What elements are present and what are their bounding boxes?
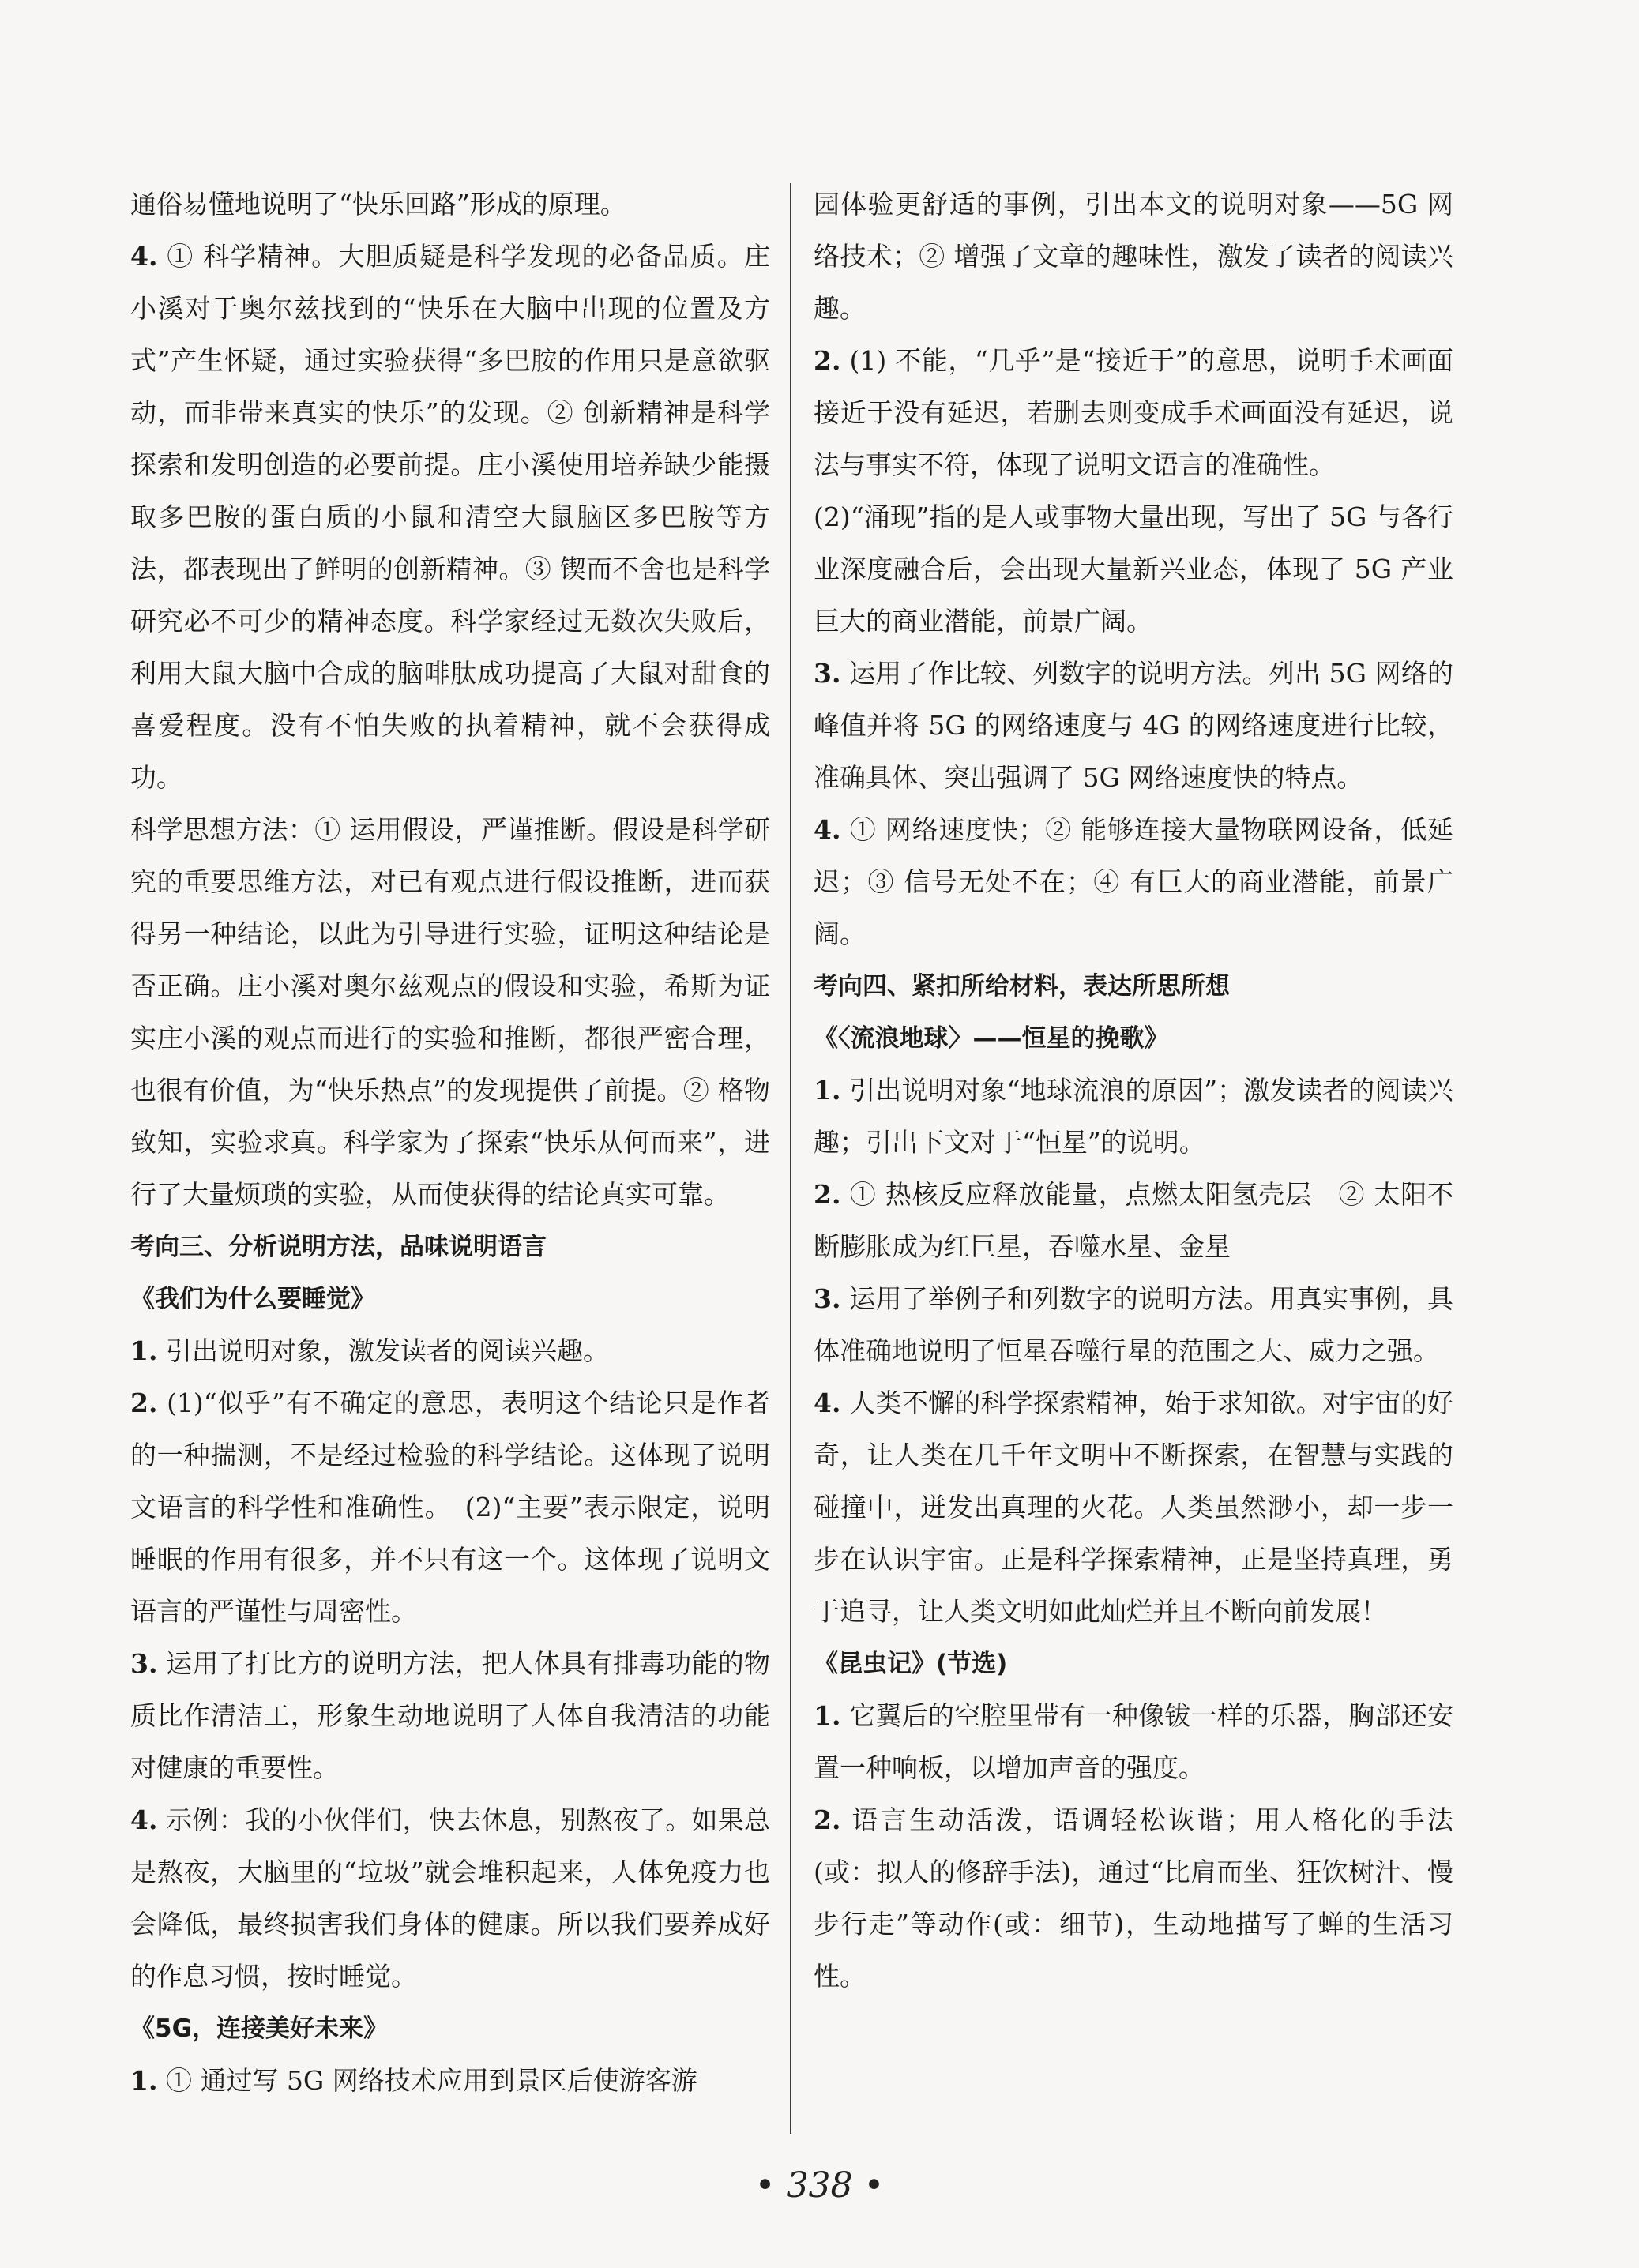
answer-paragraph [814,1273,1453,1377]
paragraph-text: 《我们为什么要睡觉》 [130,1285,375,1313]
answer-paragraph [814,648,1453,804]
paragraph-text: ① 科学精神。大胆质疑是科学发现的必备品质。庄小溪对于奥尔兹找到的“快乐在大脑中出现的位置及方式”产生怀疑，通过实验获得“多巴胺的作用只是意欲驱动，而非带来真实的快乐”的发现。② 创新精神是科学探索和发明创造的必要前提。庄小溪使用培养缺少能摄取多巴胺的蛋白质的小鼠和清空大鼠脑区多巴胺等方法，都表现出了鲜明的创新精神。③ 锲而不舍也是科学研究必不可少的精神态度。科学家经过无数次失败后，利用大鼠大脑中合成的脑啡肽成功提高了大鼠对甜食的喜爱程度。没有不怕失败的执着精神，就不会获得成功。 [130,241,770,793]
paragraph-text: 科学思想方法：① 运用假设，严谨推断。假设是科学研究的重要思维方法，对已有观点进行假设推断，进而获得另一种结论，以此为引导进行实验，证明这种结论是否正确。庄小溪对奥尔兹观点的假设和实验，希斯为证实庄小溪的观点而进行的实验和推断，都很严密合理，也很有价值，为“快乐热点”的发现提供了前提。② 格物致知，实验求真。科学家为了探索“快乐从何而来”，进行了大量烦琐的实验，从而使获得的结论真实可靠。 [130,814,770,1210]
article-title [814,1638,1453,1690]
answer-paragraph [130,1325,770,1377]
item-number: 1. [814,1075,841,1106]
paragraph-text: 运用了举例子和列数字的说明方法。用真实事例，具体准确地说明了恒星吞噬行星的范围之大、威力之强。 [814,1283,1454,1366]
answer-paragraph [130,178,770,231]
paragraph-text: ① 网络速度快；② 能够连接大量物联网设备，低延迟；③ 信号无处不在；④ 有巨大的商业潜能，前景广阔。 [814,814,1453,949]
item-number: 2. [814,1179,841,1210]
item-number: 3. [814,658,841,689]
article-title [130,1273,770,1325]
answer-paragraph [814,335,1453,491]
paragraph-text: 运用了打比方的说明方法，把人体具有排毒功能的物质比作清洁工，形象生动地说明了人体自我清洁的功能对健康的重要性。 [130,1648,771,1783]
paragraph-text: ① 通过写 5G 网络技术应用到景区后使游客游 [165,2065,697,2096]
paragraph-text: 园体验更舒适的事例，引出本文的说明对象——5G 网络技术；② 增强了文章的趣味性，激发了读者的阅读兴趣。 [814,189,1453,324]
answer-paragraph [814,1377,1453,1638]
item-number: 2. [130,1387,158,1418]
section-heading [814,960,1453,1012]
paragraph-text: ① 热核反应释放能量，点燃太阳氢壳层 ② 太阳不断膨胀成为红巨星，吞噬水星、金星 [814,1179,1453,1262]
item-number: 3. [130,1648,158,1679]
paragraph-text: 示例：我的小伙伴们，快去休息，别熬夜了。如果总是熬夜，大脑里的“垃圾”就会堆积起来，人体免疫力也会降低，最终损害我们身体的健康。所以我们要养成好的作息习惯，按时睡觉。 [130,1804,771,1992]
left-column [130,178,770,2107]
answer-paragraph [814,1690,1453,1794]
answer-paragraph [814,178,1453,335]
paragraph-text: (1)“似乎”有不确定的意思，表明这个结论只是作者的一种揣测，不是经过检验的科学结论。这体现了说明文语言的科学性和准确性。 (2)“主要”表示限定，说明睡眠的作用有很多，并不只有这一个。这体现了说明文语言的严谨性与周密性。 [130,1387,770,1627]
article-title [130,2003,770,2055]
column-divider [790,183,791,2134]
paragraph-text: 考向四、紧扣所给材料，表达所思所想 [814,972,1230,1001]
item-number: 2. [814,345,841,376]
answer-paragraph [814,1065,1453,1169]
paragraph-text: 语言生动活泼，语调轻松诙谐；用人格化的手法(或：拟人的修辞手法)，通过“比肩而坐、狂饮树汁、慢步行走”等动作(或：细节)，生动地描写了蝉的生活习性。 [814,1804,1453,1992]
right-column [814,178,1453,2003]
item-number: 1. [814,1700,841,1731]
paragraph-text: 考向三、分析说明方法，品味说明语言 [130,1233,547,1261]
answer-paragraph [814,1169,1453,1273]
item-number: 4. [130,241,158,272]
item-number: 2. [814,1804,841,1835]
item-number: 3. [814,1283,841,1314]
paragraph-text: 它翼后的空腔里带有一种像钹一样的乐器，胸部还安置一种响板，以增加声音的强度。 [814,1700,1454,1783]
answer-paragraph [814,1794,1453,2003]
item-number: 1. [130,2065,158,2096]
paragraph-text: 引出说明对象，激发读者的阅读兴趣。 [165,1335,609,1366]
paragraph-text: 《昆虫记》(节选) [814,1650,1008,1678]
answer-paragraph [130,804,770,1221]
paragraph-text: 运用了作比较、列数字的说明方法。列出 5G 网络的峰值并将 5G 的网络速度与 4G 的网络速度进行比较，准确具体、突出强调了 5G 网络速度快的特点。 [814,658,1453,793]
paragraph-text: (2)“涌现”指的是人或事物大量出现，写出了 5G 与各行业深度融合后，会出现大量新兴业态，体现了 5G 产业巨大的商业潜能，前景广阔。 [814,501,1453,636]
article-title [814,1012,1453,1065]
answer-paragraph [130,1638,770,1794]
answer-paragraph [814,491,1453,648]
paragraph-text: 《〈流浪地球〉——恒星的挽歌》 [814,1024,1169,1053]
section-heading [130,1221,770,1273]
page-number: • 338 • [754,2165,885,2206]
paragraph-text: 人类不懈的科学探索精神，始于求知欲。对宇宙的好奇，让人类在几千年文明中不断探索，在智慧与实践的碰撞中，迸发出真理的火花。人类虽然渺小，却一步一步在认识宇宙。正是科学探索精神，正是坚持真理，勇于追寻，让人类文明如此灿烂并且不断向前发展！ [814,1387,1454,1627]
paragraph-text: (1) 不能，“几乎”是“接近于”的意思，说明手术画面接近于没有延迟，若删去则变成手术画面没有延迟，说法与事实不符，体现了说明文语言的准确性。 [814,345,1453,480]
item-number: 4. [814,814,841,845]
answer-paragraph [130,1794,770,2003]
answer-paragraph [130,2055,770,2107]
paragraph-text: 《5G，连接美好未来》 [130,2015,389,2043]
item-number: 4. [814,1387,841,1418]
answer-paragraph [130,231,770,804]
paragraph-text: 引出说明对象“地球流浪的原因”；激发读者的阅读兴趣；引出下文对于“恒星”的说明。 [814,1075,1453,1158]
item-number: 1. [130,1335,158,1366]
item-number: 4. [130,1804,158,1835]
answer-paragraph [814,804,1453,960]
answer-paragraph [130,1377,770,1638]
paragraph-text: 通俗易懂地说明了“快乐回路”形成的原理。 [130,189,626,220]
